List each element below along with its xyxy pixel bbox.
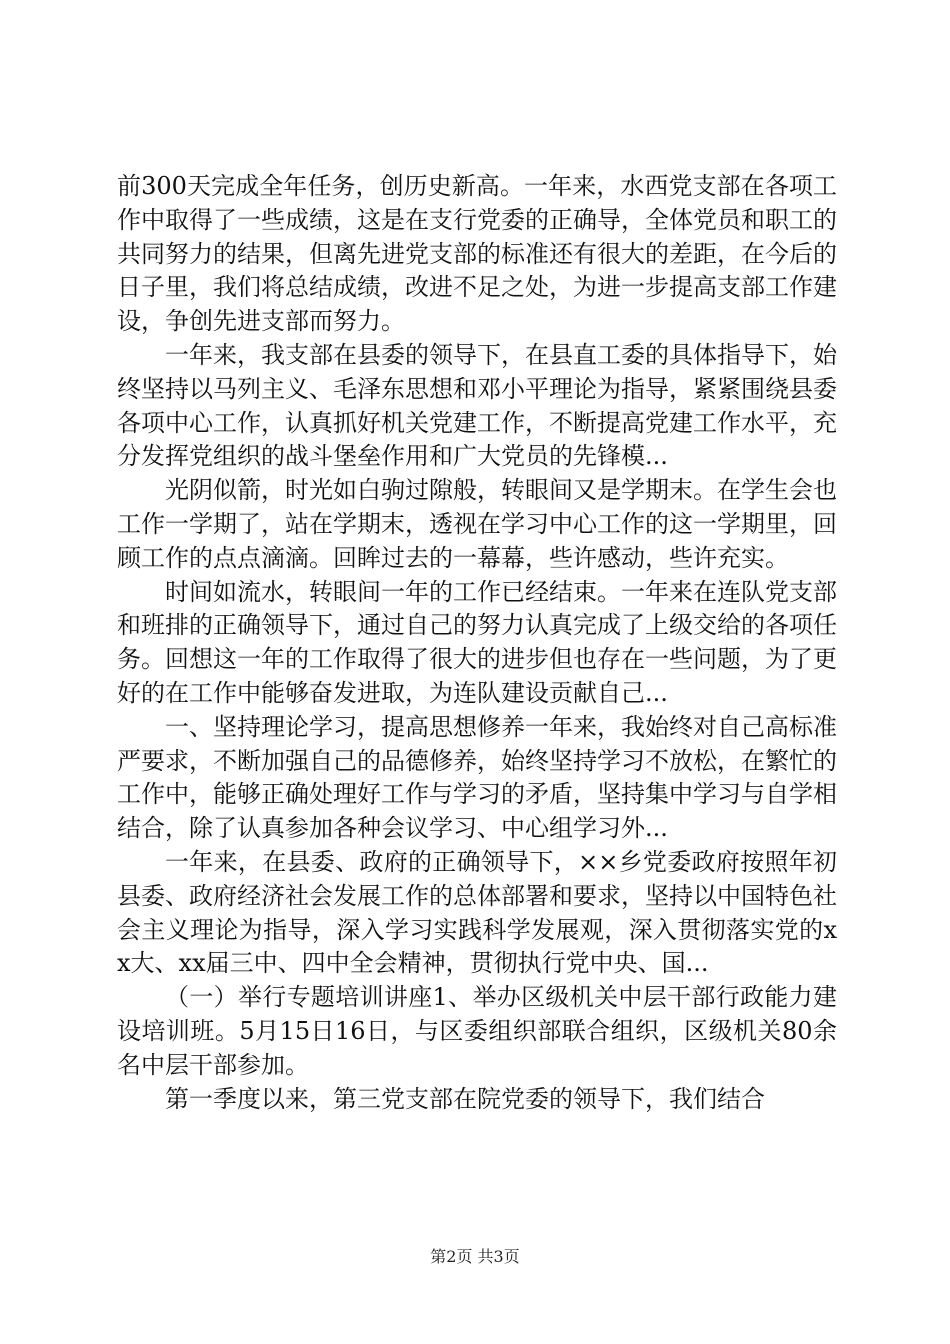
paragraph-7: （一）举行专题培训讲座1、举办区级机关中层干部行政能力建设培训班。5月15日16日，与区委组织部联合组织，区级机关80余名中层干部参加。 [117, 983, 837, 1079]
paragraph-4: 时间如流水，转眼间一年的工作已经结束。一年来在连队党支部和班排的正确领导下，通过自己的努力认真完成了上级交给的各项任务。回想这一年的工作取得了很大的进步但也存在一些问题，为了更好的在工作中能够奋发进取，为连队建设贡献自己... [117, 577, 837, 707]
document-body [117, 170, 837, 1116]
paragraph-2: 一年来，我支部在县委的领导下，在县直工委的具体指导下，始终坚持以马列主义、毛泽东思想和邓小平理论为指导，紧紧围绕县委各项中心工作，认真抓好机关党建工作，不断提高党建工作水平，充分发挥党组织的战斗堡垒作用和广大党员的先锋模... [117, 340, 837, 471]
paragraph-8: 第一季度以来，第三党支部在院党委的领导下，我们结合 [165, 1084, 765, 1113]
paragraph-6: 一年来，在县委、政府的正确领导下，××乡党委政府按照年初县委、政府经济社会发展工作的总体部署和要求，坚持以中国特色社会主义理论为指导，深入学习实践科学发展观，深入贯彻落实党的xx大、xx届三中、四中全会精神，贯彻执行党中央、国... [117, 847, 837, 978]
paragraph-5: 一、坚持理论学习，提高思想修养一年来，我始终对自己高标准严要求，不断加强自己的品德修养，始终坚持学习不放松，在繁忙的工作中，能够正确处理好工作与学习的矛盾，坚持集中学习与自学相结合，除了认真参加各种会议学习、中心组学习外... [117, 712, 837, 843]
page-footer: 第2页 共3页 [430, 1247, 520, 1266]
paragraph-3: 光阴似箭，时光如白驹过隙般，转眼间又是学期末。在学生会也工作一学期了，站在学期末，透视在学习中心工作的这一学期里，回顾工作的点点滴滴。回眸过去的一幕幕，些许感动，些许充实。 [117, 476, 837, 572]
paragraph-1: 前300天完成全年任务，创历史新高。一年来，水西党支部在各项工作中取得了一些成绩，这是在支行党委的正确导，全体党员和职工的共同努力的结果，但离先进党支部的标准还有很大的差距，在今后的日子里，我们将总结成绩，改进不足之处，为进一步提高支部工作建设，争创先进支部而努力。 [117, 172, 837, 336]
